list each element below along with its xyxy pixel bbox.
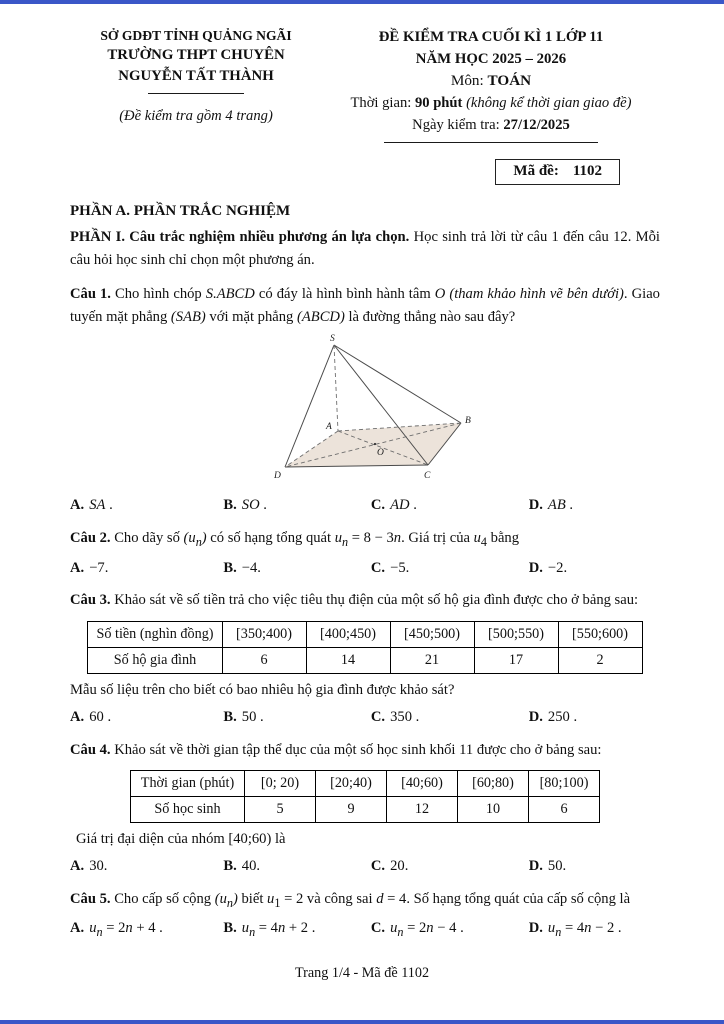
table-cell: [450;500)	[390, 621, 474, 647]
option-b: B. $u_n = 4n + 2$ .	[223, 920, 316, 940]
question-3-followup: Mẫu số liệu trên cho biết có bao nhiêu hộ gia đình được khảo sát?	[70, 681, 455, 698]
option-b: B. −4.	[223, 559, 261, 576]
option-d: D. −2.	[528, 559, 568, 576]
table-cell: 6	[222, 647, 306, 673]
table-cell: [350;400)	[222, 621, 306, 647]
exam-info-block	[322, 26, 660, 143]
option-c: C. 350 .	[370, 708, 420, 725]
exam-code-value: 1102	[572, 162, 602, 179]
option-b: B. SO .	[223, 497, 267, 514]
header-right-divider	[384, 142, 598, 143]
question-4-label: Câu 4.	[70, 741, 111, 758]
question-4-followup: Giá trị đại diện của nhóm [40;60) là	[76, 830, 286, 847]
question-4-text	[70, 739, 660, 762]
exam-title: ĐỀ KIỂM TRA CUỐI KÌ 1 LỚP 11	[378, 29, 604, 45]
question-2-options	[70, 558, 660, 580]
top-edge-bar	[0, 0, 724, 4]
question-3-label: Câu 3.	[70, 592, 111, 609]
academic-year: NĂM HỌC 2025 – 2026	[415, 51, 567, 68]
footer-page-info: Trang 1/4 - Mã đề 1102	[294, 965, 430, 981]
question-5-text	[70, 888, 660, 913]
question-1-label: Câu 1.	[70, 285, 111, 302]
table-cell: 14	[306, 647, 390, 673]
vertex-label-c: C	[424, 471, 431, 482]
duration-line: Thời gian: 90 phút (không kể thời gian giao đề)	[350, 95, 632, 112]
question-5-body: Cho cấp số cộng $(u_n)$ biết $u_1 = 2$ và công sai d = 4. Số hạng tổng quát của cấp số cộng là	[114, 890, 631, 910]
page-count-note: (Đề kiểm tra gồm 4 trang)	[119, 108, 273, 125]
table-cell: 9	[316, 796, 387, 822]
q4-frequency-table	[130, 770, 600, 823]
table-cell: 2	[558, 647, 642, 673]
question-4-options	[70, 856, 660, 878]
option-c: C. 20.	[370, 857, 409, 874]
option-b: B. 40.	[223, 857, 261, 874]
table-cell: 21	[390, 647, 474, 673]
question-3-body: Khảo sát về số tiền trả cho việc tiêu thụ điện của một số hộ gia đình được cho ở bảng sau:	[114, 592, 639, 609]
table-cell: Số tiền (nghìn đồng)	[88, 621, 222, 647]
question-1-body: Cho hình chóp S.ABCD có đáy là hình bình hành tâm O (tham khảo hình vẽ bên dưới). Giao tuyến mặt phẳng (SAB) với mặt phẳng (ABCD) là đường thẳng nào sau đây?	[70, 285, 660, 325]
question-5-label: Câu 5.	[70, 890, 111, 907]
center-label-o: O	[377, 448, 384, 459]
question-1	[70, 283, 660, 518]
option-a: A. $u_n = 2n + 4$ .	[70, 920, 163, 940]
option-b: B. 50 .	[223, 708, 264, 725]
table-cell: 12	[387, 796, 458, 822]
option-c: C. AD .	[370, 497, 417, 514]
table-row	[88, 621, 642, 647]
question-1-text	[70, 283, 660, 330]
pyramid-svg	[274, 333, 486, 485]
school-name-line1: TRƯỜNG THPT CHUYÊN	[107, 47, 285, 64]
table-cell: [80;100)	[529, 770, 600, 796]
vertex-label-a: A	[326, 422, 332, 433]
question-3-options	[70, 707, 660, 729]
table-cell: [500;550)	[474, 621, 558, 647]
question-5-options	[70, 918, 660, 941]
part1-intro	[70, 226, 660, 273]
question-2	[70, 527, 660, 579]
option-d: D. AB .	[528, 497, 574, 514]
exam-date-line: Ngày kiểm tra: 27/12/2025	[412, 117, 570, 134]
table-cell: 17	[474, 647, 558, 673]
vertex-label-s: S	[330, 334, 335, 345]
table-cell: [40;60)	[387, 770, 458, 796]
table-cell: Số học sinh	[131, 796, 245, 822]
question-3	[70, 589, 660, 728]
part1-heading: PHẦN I. Câu trắc nghiệm nhiều phương án lựa chọn.	[70, 228, 410, 245]
question-1-options	[70, 495, 660, 517]
question-4	[70, 739, 660, 878]
exam-code-box	[495, 159, 620, 185]
option-d: D. 50.	[528, 857, 567, 874]
school-name-line2: NGUYỄN TẤT THÀNH	[118, 68, 274, 85]
question-2-text	[70, 527, 660, 552]
table-cell: [400;450)	[306, 621, 390, 647]
option-c: C. −5.	[370, 559, 410, 576]
bottom-edge-bar	[0, 1020, 724, 1024]
question-2-body: Cho dãy số $(u_n)$ có số hạng tổng quát $u_n = 8 - 3n$. Giá trị của $u_4$ bằng	[114, 530, 520, 550]
table-row	[88, 647, 642, 673]
table-cell: [0; 20)	[245, 770, 316, 796]
table-cell: [60;80)	[458, 770, 529, 796]
exam-header	[70, 26, 660, 143]
header-left-divider	[148, 93, 244, 94]
question-5	[70, 888, 660, 942]
option-d: D. 250 .	[528, 708, 578, 725]
question-2-label: Câu 2.	[70, 530, 111, 547]
table-cell: [20;40)	[316, 770, 387, 796]
q3-frequency-table	[87, 621, 642, 674]
pyramid-figure	[100, 333, 660, 490]
department-name: SỞ GDĐT TỈNH QUẢNG NGÃI	[100, 28, 292, 43]
section-a-heading: PHẦN A. PHẦN TRẮC NGHIỆM	[70, 202, 291, 219]
table-row	[131, 770, 600, 796]
option-a: A. −7.	[70, 559, 109, 576]
subject-line: Môn: TOÁN	[450, 72, 532, 90]
vertex-label-b: B	[465, 416, 471, 427]
exam-code-label: Mã đề:	[513, 162, 559, 179]
option-d: D. $u_n = 4n - 2$ .	[528, 920, 622, 940]
option-a: A. SA .	[70, 497, 113, 514]
table-cell: Số hộ gia đình	[88, 647, 222, 673]
question-4-body: Khảo sát về thời gian tập thể dục của một số học sinh khối 11 được cho ở bảng sau:	[114, 741, 602, 758]
question-3-text	[70, 589, 660, 612]
option-a: A. 30.	[70, 857, 108, 874]
table-cell: Thời gian (phút)	[131, 770, 245, 796]
part1-description: Học sinh trả lời từ câu 1 đến câu 12. Mỗi câu hỏi học sinh chỉ chọn một phương án.	[70, 228, 660, 269]
table-cell: 10	[458, 796, 529, 822]
school-block	[70, 26, 322, 143]
table-row	[131, 796, 600, 822]
table-cell: 5	[245, 796, 316, 822]
vertex-label-d: D	[274, 471, 281, 482]
table-cell: [550;600)	[558, 621, 642, 647]
option-a: A. 60 .	[70, 708, 112, 725]
option-c: C. $u_n = 2n - 4$ .	[370, 920, 464, 940]
exam-code-row	[70, 159, 620, 185]
table-cell: 6	[529, 796, 600, 822]
